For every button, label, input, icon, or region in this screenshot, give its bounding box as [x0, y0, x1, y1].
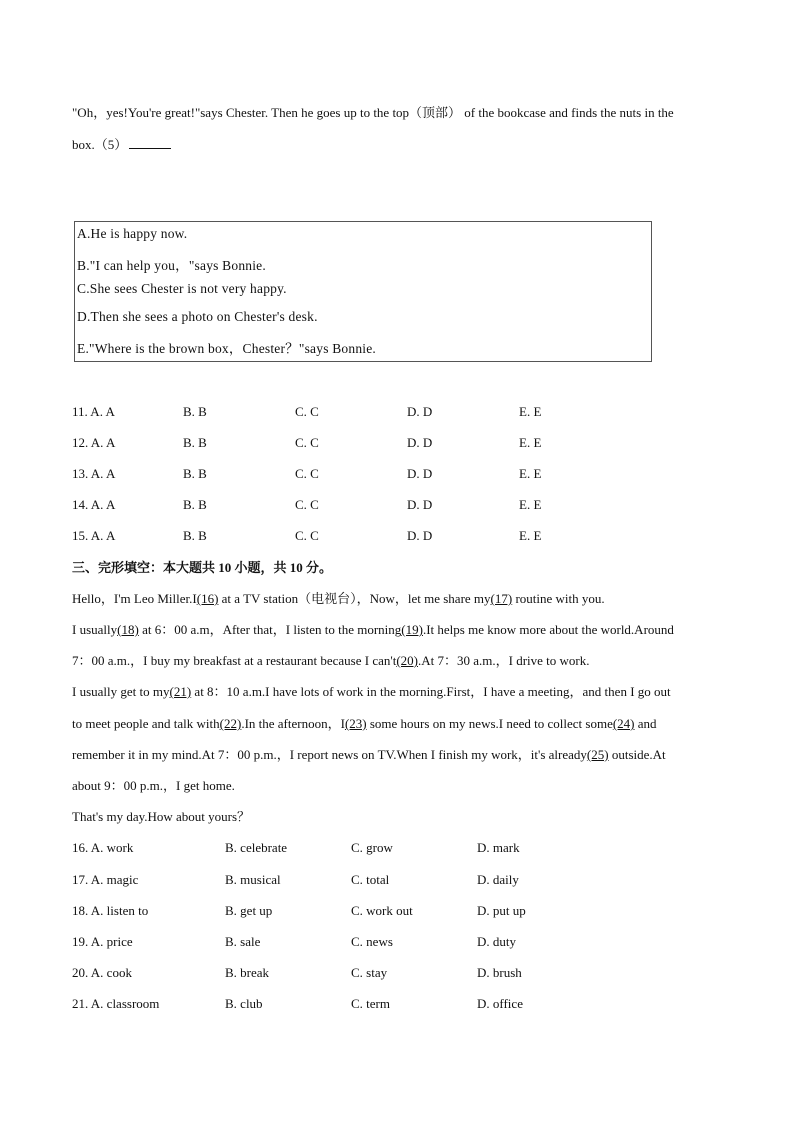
q13-option-c[interactable]: C. C [295, 466, 319, 481]
q12-option-e[interactable]: E. E [519, 435, 542, 450]
passage-line-6 [72, 747, 666, 763]
q20-option-b[interactable]: B. break [225, 965, 270, 980]
q11-option-e[interactable]: E. E [519, 404, 542, 419]
q14-option-a[interactable]: 14. A. A [72, 497, 116, 512]
q13-option-a[interactable]: 13. A. A [72, 466, 116, 481]
q16-option-c[interactable]: C. grow [351, 840, 393, 855]
q13-option-e[interactable]: E. E [519, 466, 542, 481]
answer-blank-5[interactable] [129, 136, 171, 149]
blank-23[interactable]: (23) [344, 716, 367, 731]
passage-line-8: That's my day.How about yours？ [72, 809, 251, 824]
passage-line-5 [72, 716, 657, 732]
q15-option-e[interactable]: E. E [519, 528, 542, 543]
q14-option-d[interactable]: D. D [407, 497, 433, 512]
q12-option-d[interactable]: D. D [407, 435, 433, 450]
passage-text: and [634, 716, 657, 731]
q17-option-d[interactable]: D. daily [477, 872, 519, 887]
section-heading: 三、完形填空：本大题共 10 小题，共 10 分。 [72, 560, 333, 575]
passage-text: at a TV station（电视台），Now，let me share my [218, 591, 491, 606]
q15-option-d[interactable]: D. D [407, 528, 433, 543]
passage-line-1 [72, 591, 605, 607]
q18-option-b[interactable]: B. get up [225, 903, 273, 918]
q11-option-c[interactable]: C. C [295, 404, 319, 419]
blank-24[interactable]: (24) [612, 716, 635, 731]
q19-option-a[interactable]: 19. A. price [72, 934, 133, 949]
q15-option-b[interactable]: B. B [183, 528, 207, 543]
options-box [74, 221, 652, 362]
q17-option-c[interactable]: C. total [351, 872, 390, 887]
blank-18[interactable]: (18) [117, 622, 139, 637]
blank-22[interactable]: (22) [219, 716, 242, 731]
q14-option-c[interactable]: C. C [295, 497, 319, 512]
q16-option-b[interactable]: B. celebrate [225, 840, 288, 855]
blank-16[interactable]: (16) [196, 591, 219, 606]
q13-option-b[interactable]: B. B [183, 466, 207, 481]
intro-line-2 [72, 136, 171, 153]
passage-text: Hello，I'm Leo Miller.I [72, 591, 197, 606]
blank-17[interactable]: (17) [490, 591, 513, 606]
q21-option-d[interactable]: D. office [477, 996, 523, 1011]
option-e: E."Where is the brown box，Chester？"says Bonnie. [77, 341, 376, 356]
option-c: C.She sees Chester is not very happy. [77, 281, 287, 296]
q19-option-c[interactable]: C. news [351, 934, 393, 949]
q11-option-d[interactable]: D. D [407, 404, 433, 419]
blank-20[interactable]: (20) [396, 653, 418, 668]
q19-option-b[interactable]: B. sale [225, 934, 261, 949]
q20-option-d[interactable]: D. brush [477, 965, 522, 980]
passage-text: I usually get to my [72, 684, 170, 699]
q19-option-d[interactable]: D. duty [477, 934, 516, 949]
passage-text: to meet people and talk with [72, 716, 220, 731]
passage-text: at 6：00 a.m，After that，I listen to the morning [138, 622, 402, 637]
q20-option-c[interactable]: C. stay [351, 965, 388, 980]
q15-option-a[interactable]: 15. A. A [72, 528, 116, 543]
q21-option-c[interactable]: C. term [351, 996, 390, 1011]
q12-option-c[interactable]: C. C [295, 435, 319, 450]
q12-option-a[interactable]: 12. A. A [72, 435, 116, 450]
passage-text: some hours on my news.I need to collect some [366, 716, 613, 731]
blank-25[interactable]: (25) [586, 747, 609, 762]
passage-line-3 [72, 653, 590, 669]
passage-text: I usually [72, 622, 118, 637]
passage-line-4 [72, 684, 671, 700]
q21-option-b[interactable]: B. club [225, 996, 263, 1011]
blank-19[interactable]: (19) [401, 622, 423, 637]
q16-option-d[interactable]: D. mark [477, 840, 520, 855]
q18-option-d[interactable]: D. put up [477, 903, 526, 918]
q11-option-b[interactable]: B. B [183, 404, 207, 419]
passage-text: .At 7：30 a.m.，I drive to work. [418, 653, 590, 668]
passage-text: 7：00 a.m.，I buy my breakfast at a restaurant because I can't [72, 653, 397, 668]
option-d: D.Then she sees a photo on Chester's desk. [77, 309, 318, 324]
passage-text: routine with you. [512, 591, 605, 606]
passage-text: at 8：10 a.m.I have lots of work in the morning.First，I have a meeting，and then I go out [191, 684, 671, 699]
q17-option-b[interactable]: B. musical [225, 872, 281, 887]
q13-option-d[interactable]: D. D [407, 466, 433, 481]
q20-option-a[interactable]: 20. A. cook [72, 965, 132, 980]
intro-line-1: "Oh，yes!You're great!"says Chester. Then he goes up to the top（顶部） of the bookcase and finds the nuts in the [72, 105, 674, 120]
q18-option-a[interactable]: 18. A. listen to [72, 903, 149, 918]
option-b: B."I can help you，"says Bonnie. [77, 258, 266, 273]
q12-option-b[interactable]: B. B [183, 435, 207, 450]
intro-line-2-text: box.（5） [72, 137, 128, 152]
q17-option-a[interactable]: 17. A. magic [72, 872, 139, 887]
q16-option-a[interactable]: 16. A. work [72, 840, 134, 855]
q14-option-e[interactable]: E. E [519, 497, 542, 512]
q21-option-a[interactable]: 21. A. classroom [72, 996, 160, 1011]
blank-21[interactable]: (21) [169, 684, 192, 699]
q11-option-a[interactable]: 11. A. A [72, 404, 115, 419]
passage-text: outside.At [608, 747, 666, 762]
passage-line-7: about 9：00 p.m.，I get home. [72, 778, 235, 793]
passage-text: remember it in my mind.At 7：00 p.m.，I report news on TV.When I finish my work，it's already [72, 747, 587, 762]
q15-option-c[interactable]: C. C [295, 528, 319, 543]
option-a: A.He is happy now. [77, 226, 188, 241]
q18-option-c[interactable]: C. work out [351, 903, 413, 918]
passage-text: .It helps me know more about the world.Around [422, 622, 674, 637]
q14-option-b[interactable]: B. B [183, 497, 207, 512]
passage-text: .In the afternoon，I [241, 716, 345, 731]
passage-line-2 [72, 622, 674, 638]
